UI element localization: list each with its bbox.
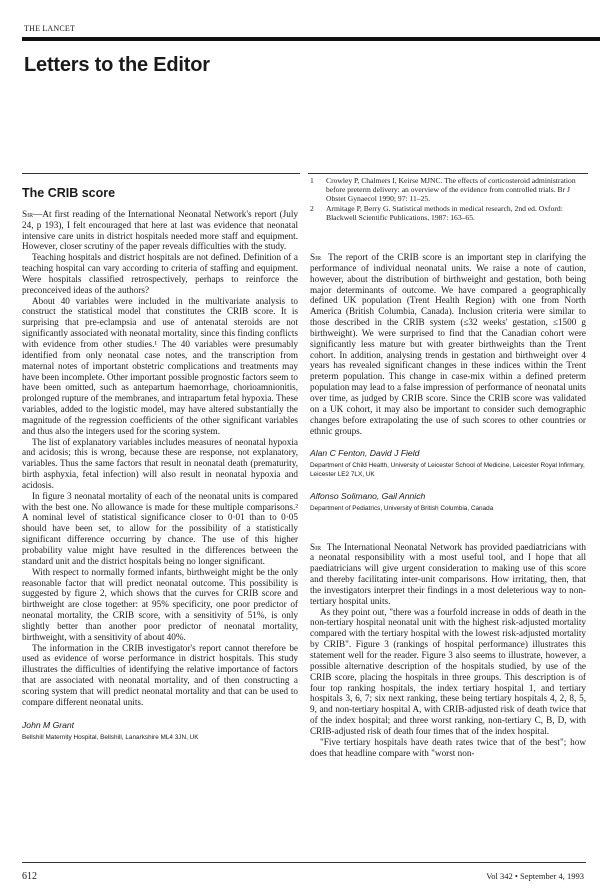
paragraph: With respect to normally formed infants, birthweight might be the only reasonable factor that will predict neonatal outcome. This possibility is suggested by figure 2, which shows that the curves for CRIB score and birthweight are close together: at 95% specificity, one poor predictor of neonatal mortality, the CRIB score, with a sensitivity of 51%, is only slightly better than another poor predictor of neonatal mortality, birthweight, with a sensitivity of about 40%. (22, 566, 298, 642)
header-rule (22, 37, 600, 41)
salutation: Sir (310, 252, 322, 263)
paragraph: The list of explanatory variables includes measures of neonatal hypoxia and acidosis; this is wrong, because these are response, not explanatory, variables. Thus the same factors that result in neonatal death (prematurity, birth asphyxia, fetal infection) will also result in neonatal hypoxia and acidosis. (22, 436, 298, 490)
author-name: Alfonso Solimano, Gail Annich (310, 491, 426, 502)
paragraph (310, 252, 586, 436)
salutation: Sir (310, 541, 322, 552)
page-title: Letters to the Editor (24, 54, 210, 76)
issue-info: Vol 342 • September 4, 1993 (486, 871, 584, 881)
reference (310, 176, 586, 204)
paragraph: About 40 variables were included in the multivariate analysis to construct the statistical model that constitutes the CRIB score. It is surprising that pre-eclampsia and use of antenatal steroids are not significantly associated with neonatal mortality, since this finding conflicts with evidence from other studies.¹ The 40 variables were presumably identified from only neonatal case notes, and the transcription from maternal notes of important obstetric complications and treatments may have been incomplete. Other important possible prognostic factors seem to have been omitted, such as antepartum haemorrhage, chorioamnionitis, prolonged rupture of the membranes, and intrapartum fetal hypoxia. These variables, added to the logistic model, may have altered substantially the magnitude of the regression coefficients of the other significant variables and thus also the integers used for the scoring system. (22, 295, 298, 436)
paragraph (310, 542, 586, 607)
reference-text: Crowley P, Chalmers I, Keirse MJNC. The effects of corticosteroid administration before preterm delivery: an overview of the evidence from controlled trials. Br J Obstet Gynaecol 1990; 97: 11–25. (326, 176, 576, 204)
paragraph-text: The report of the CRIB score is an important step in clarifying the performance of individual neonatal units. We raise a note of caution, however, about the distribution of birthweight and gestation, both being major determinants of outcome. We have compared a geographically defined UK population (Trent Health Region) with one from North America (British Columbia, Canada). Inclusion criteria were similar to those described in the CRIB system (≤32 weeks' gestation, ≤1500 g birthweight). We were surprised to find that the Canadian cohort were significantly less mature but with greater birthweights than the Trent cohort. In addition, analysing trends in gestation and birthweight over 4 years has revealed significant changes in these indices within the Trent preterm population. This change in case-mix within a defined preterm population may lead to a false impression of performance of neonatal units over time, as judged by CRIB score. Since the CRIB score was validated on a UK cohort, it may also be important to consider such demographic changes before extrapolating the use of such scores to other countries or ethnic groups. (310, 252, 586, 436)
reference (310, 204, 586, 222)
divider (308, 173, 588, 174)
journal-name: THE LANCET (24, 24, 76, 33)
author-address: Department of Pediatrics, University of British Columbia, Canada (310, 505, 494, 513)
paragraph (22, 209, 298, 252)
page-number: 612 (22, 871, 37, 882)
references (310, 176, 586, 222)
paragraph: As they point out, "there was a fourfold increase in odds of death in the non-tertiary hospital neonatal unit with the highest risk-adjusted mortality compared with the tertiary hospital with the lowest risk-adjusted mortality by CRIB". Figure 3 (rankings of hospital performance) illustrates this statement well for the reader. Figure 3 also seems to illustrate, however, a possible alternative description of the hospitals studied, by use of the CRIB score, placing the hospitals in three groups. This description is of four top ranking hospitals, the index tertiary hospital 1, and tertiary hospitals 3, 6, 7; six next ranking, these being tertiary hospitals 4, 2, 8, 5, 9, and non-tertiary hospital A, with CRIB-adjusted risk of death twice that of the index hospital; and three worst ranking, non-tertiary C, B, D, with CRIB-adjusted risk of death four times that of the index hospital. (310, 606, 586, 736)
right-column (310, 176, 586, 758)
salutation: Sir (22, 208, 34, 219)
section-title: The CRIB score (22, 186, 116, 200)
author-address: Bellshill Maternity Hospital, Bellshill, Lanarkshire ML4 3JN, UK (22, 733, 199, 741)
footer-rule (22, 862, 586, 863)
author-name: Alan C Fenton, David J Field (310, 448, 420, 459)
divider (22, 173, 300, 174)
paragraph-text: The International Neonatal Network has provided paediatricians with a neonatal responsibility with a most useful tool, and I hope that all paediatricians will give urgent consideration to making use of this score and thereby facilitating inter-unit comparisons. How irritating, then, that the investigators interpret their findings in a most deleterious way to non-tertiary hospital units. (310, 541, 586, 606)
paragraph: In figure 3 neonatal mortality of each of the neonatal units is compared with the best one. No allowance is made for these multiple comparisons.² A nominal level of statistical significance closer to 0·01 than to 0·05 should have been set, to allow for the possibility of a statistically significant difference occurring by chance. The use of this higher probability value might have resulted in the differences between the standard unit and the district hospitals being no longer significant. (22, 490, 298, 566)
paragraph-text: —At first reading of the International Neonatal Network's report (July 24, p 193), I felt encouraged that here at last was evidence that neonatal intensive care units in district hospitals needed more staff and equipment. However, closer scrutiny of the paper reveals difficulties with the study. (22, 208, 298, 252)
paragraph: The information in the CRIB investigator's report cannot therefore be used as evidence of worse performance in district hospitals. This study illustrates the difficulties of identifying the relative importance of factors that are associated with neonatal mortality, and of then constructing a scoring system that will predict neonatal mortality and that can be used to compare different neonatal units. (22, 642, 298, 707)
paragraph: Teaching hospitals and district hospitals are not defined. Definition of a teaching hospital can vary according to criteria of staffing and equipment. Were hospitals classified retrospectively, perhaps to reinforce the preconceived ideas of the authors? (22, 252, 298, 295)
reference-text: Armitage P, Berry G. Statistical methods in medical research, 2nd ed. Oxford: Blackwell Scientific Publications, 1987: 163–65. (326, 203, 563, 222)
author-name: John M Grant (22, 719, 75, 730)
reference-number: 1 (310, 176, 314, 185)
left-column (22, 188, 298, 742)
paragraph: "Five tertiary hospitals have death rates twice that of the best"; how does that headline compare with "worst non- (310, 736, 586, 758)
author-address: Department of Child Health, University of Leicester School of Medicine, Leicester Royal Infirmary, Leicester LE2 7LX, UK (310, 462, 585, 478)
reference-number: 2 (310, 203, 314, 213)
